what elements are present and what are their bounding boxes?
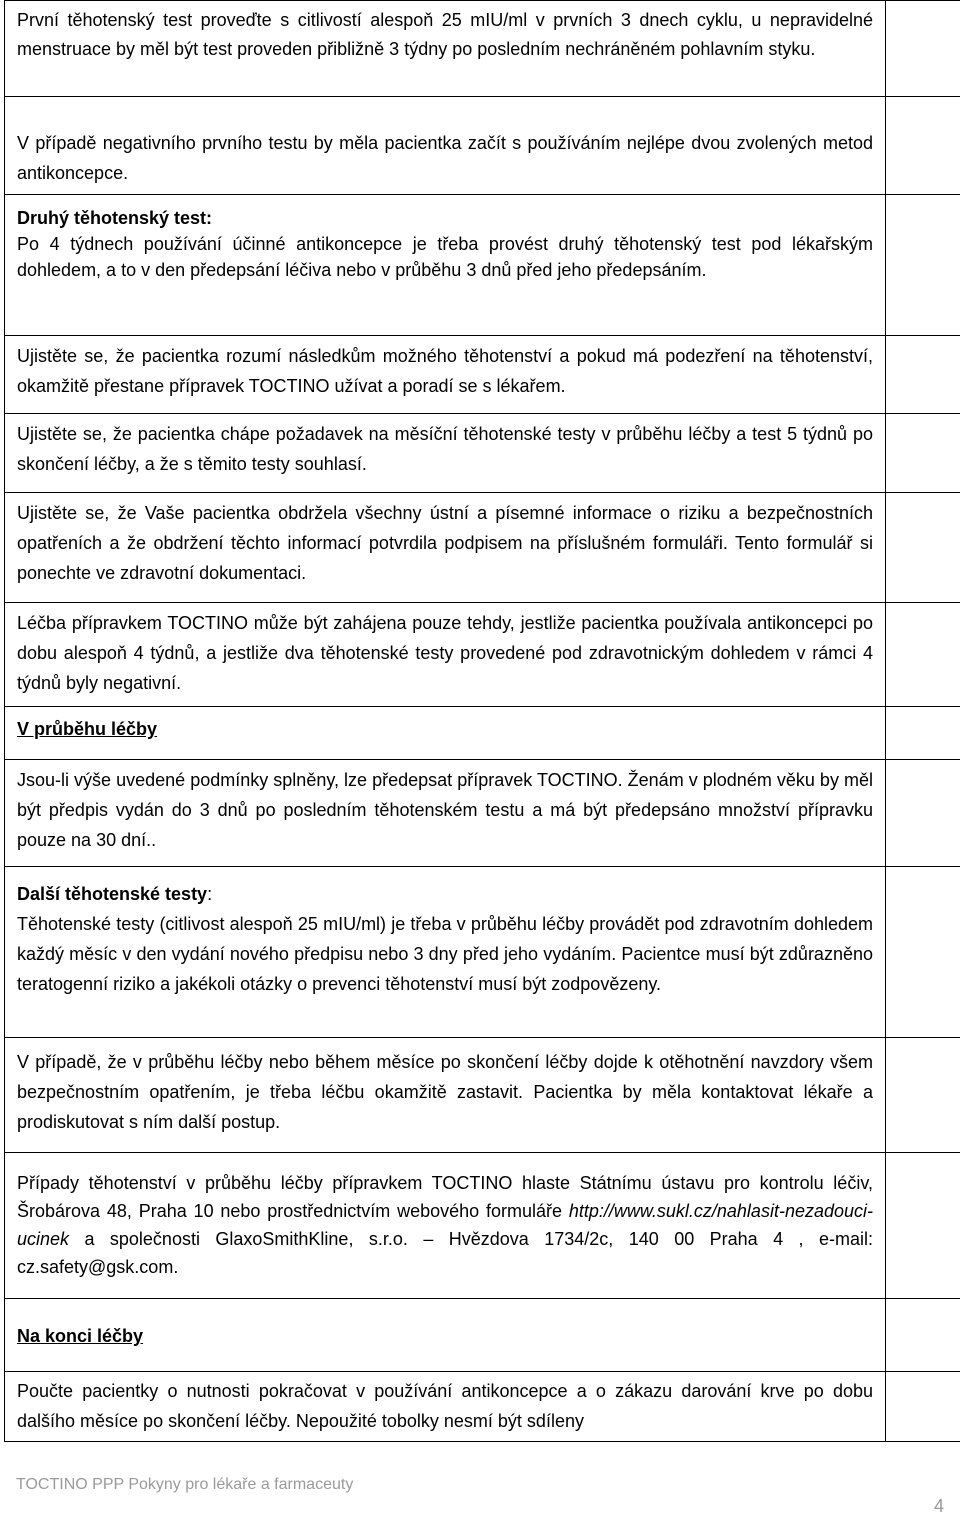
paragraph: Léčba přípravkem TOCTINO může být zahájena pouze tehdy, jestliže pacientka používala antikoncepci po dobu alespoň 4 týdnů, a jestliže dva těhotenské testy provedené pod zdravotnickým dohledem v rámci 4 týdnů byly negativní. [17, 613, 873, 693]
side-cell [886, 493, 960, 603]
row-prescription [5, 760, 886, 867]
side-cell [886, 414, 960, 493]
row-second-test [5, 195, 886, 336]
paragraph: Ujistěte se, že pacientka chápe požadavek na měsíční těhotenské testy v průběhu léčby a test 5 týdnů po skončení léčby, a že s těmito testy souhlasí. [17, 424, 873, 474]
paragraph: Ujistěte se, že Vaše pacientka obdržela všechny ústní a písemné informace o riziku a bezpečnostních opatřeních a že obdržení těchto informací potvrdila podpisem na příslušném formuláři. Tento formulář si ponechte ve zdravotní dokumentaci. [17, 503, 873, 583]
row-reporting [5, 1153, 886, 1299]
row-pregnancy-during-treatment [5, 1038, 886, 1153]
sukl-report-link[interactable]: http://www.sukl.cz/nahlasit-nezadouci-ucinek [17, 1201, 873, 1249]
side-cell [886, 1372, 960, 1442]
side-cell [886, 1, 960, 97]
row-during-treatment-heading [5, 707, 886, 760]
paragraph: Případy těhotenství v průběhu léčby přípravkem TOCTINO hlaste Státnímu ústavu pro kontrolu léčiv, Šrobárova 48, Praha 10 nebo prostřednictvím webového formuláře http://www.sukl.cz/nahlasit-nezadouci-ucinek a společnosti GlaxoSmithKline, s.r.o. – Hvězdova 1734/2c, 140 00 Praha 4 , e-mail: cz.safety@gsk.com. [17, 1173, 873, 1277]
row-monthly-tests [5, 414, 886, 493]
side-cell [886, 1153, 960, 1299]
section-heading: Další těhotenské testy [17, 884, 208, 904]
side-cell [886, 195, 960, 336]
paragraph: V případě, že v průběhu léčby nebo během měsíce po skončení léčby dojde k otěhotnění navzdory všem bezpečnostním opatřením, je třeba léčbu okamžitě zastavit. Pacientka by měla kontaktovat lékaře a prodiskutovat s ním další postup. [17, 1052, 873, 1132]
side-cell [886, 1038, 960, 1153]
row-understand-consequences [5, 336, 886, 414]
side-cell [886, 867, 960, 1038]
paragraph: Těhotenské testy (citlivost alespoň 25 mIU/ml) je třeba v průběhu léčby provádět pod zdravotním dohledem každý měsíc v den vydání nového předpisu nebo 3 dny před jeho vydáním. Pacientce musí být zdůrazněno teratogenní riziko a jakékoli otázky o prevenci těhotenství musí být zodpovězeny. [17, 914, 873, 994]
side-cell [886, 707, 960, 760]
paragraph: V případě negativního prvního testu by měla pacientka začít s používáním nejlépe dvou zvolených metod antikoncepce. [17, 133, 873, 183]
row-end-of-treatment-heading [5, 1299, 886, 1372]
document-table [4, 0, 960, 1442]
paragraph: Poučte pacientky o nutnosti pokračovat v používání antikoncepce a o zákazu darování krve po dobu dalšího měsíce po skončení léčby. Nepoužité tobolky nesmí být sdíleny [17, 1381, 873, 1431]
row-information-received [5, 493, 886, 603]
side-cell [886, 336, 960, 414]
section-title: V průběhu léčby [17, 719, 158, 739]
row-end-instructions [5, 1372, 886, 1442]
row-treatment-start [5, 603, 886, 707]
row-further-tests: Další těhotenské testy: Těhotenské testy (citlivost alespoň 25 mIU/ml) je třeba v průběhu léčby provádět pod zdravotním dohledem každý měsíc v den vydání nového předpisu nebo 3 dny před jeho vydáním. Pacientce musí být zdůrazněno teratogenní riziko a jakékoli otázky o prevenci těhotenství musí být zodpovězeny. [5, 867, 886, 1038]
paragraph: Ujistěte se, že pacientka rozumí následkům možného těhotenství a pokud má podezření na těhotenství, okamžitě přestane přípravek TOCTINO užívat a poradí se s lékařem. [17, 346, 873, 396]
side-cell [886, 97, 960, 195]
paragraph: Jsou-li výše uvedené podmínky splněny, lze předepsat přípravek TOCTINO. Ženám v plodném věku by měl být předpis vydán do 3 dnů po posledním těhotenském testu a má být předepsáno množství přípravku pouze na 30 dní.. [17, 770, 873, 850]
footer-title: TOCTINO PPP Pokyny pro lékaře a farmaceuty [16, 1476, 354, 1493]
row-first-test [5, 1, 886, 97]
section-title: Na konci léčby [17, 1326, 144, 1346]
paragraph: Po 4 týdnech používání účinné antikoncepce je třeba provést druhý těhotenský test pod lékařským dohledem, a to v den předepsání léčiva nebo v průběhu 3 dnů před jeho předepsáním. [17, 234, 873, 280]
side-cell [886, 603, 960, 707]
side-cell [886, 1299, 960, 1372]
section-heading: Druhý těhotenský test: [17, 208, 213, 228]
paragraph: První těhotenský test proveďte s citlivostí alespoň 25 mIU/ml v prvních 3 dnech cyklu, u nepravidelné menstruace by měl být test proveden přibližně 3 týdny po posledním nechráněném pohlavním styku. [17, 10, 873, 59]
page-number: 4 [934, 1496, 945, 1516]
side-cell [886, 760, 960, 867]
row-negative-test [5, 97, 886, 195]
